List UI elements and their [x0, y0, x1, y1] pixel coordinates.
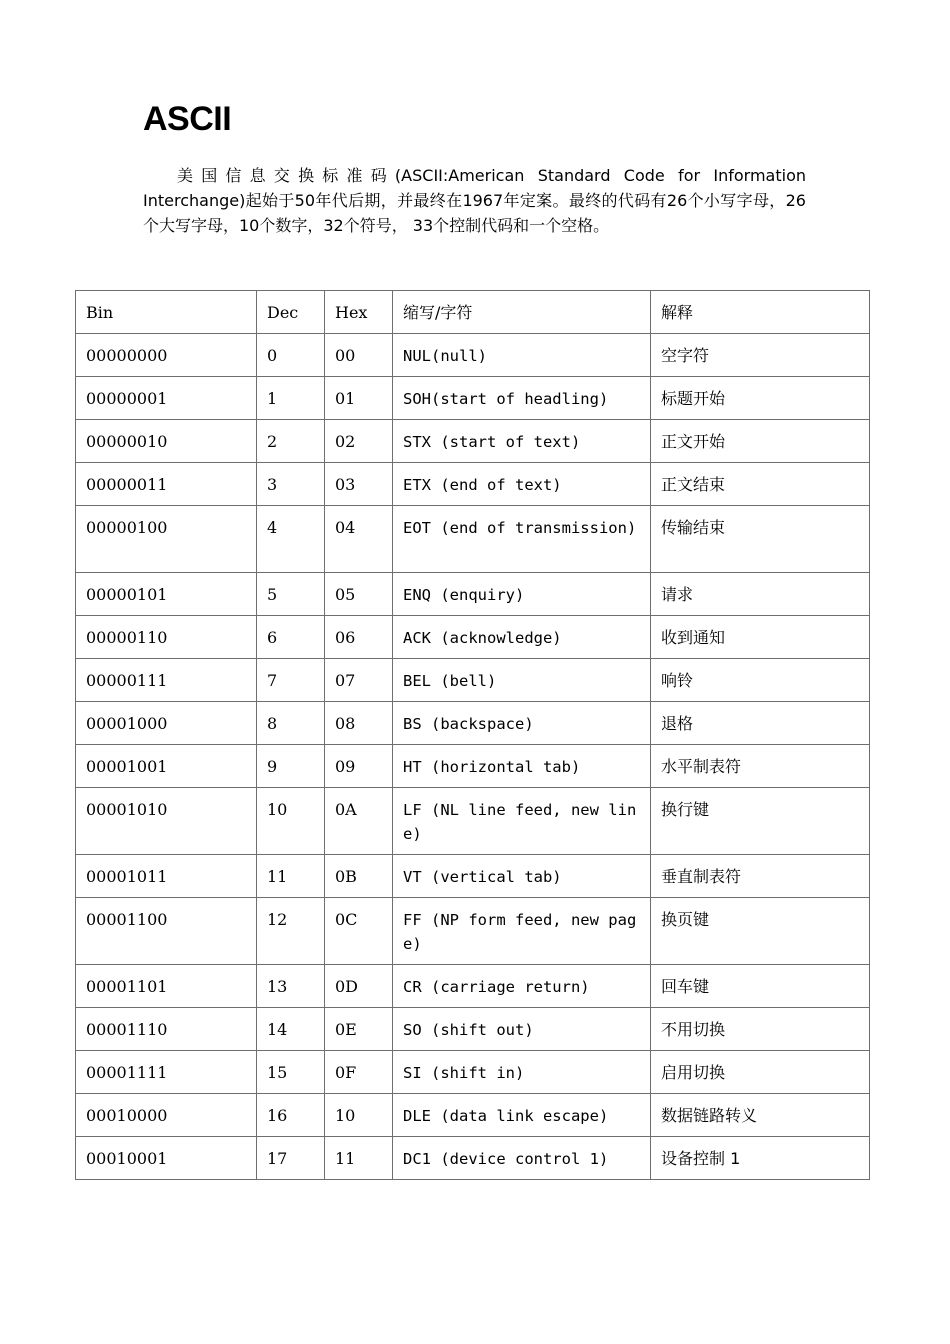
cell-bin: 00001011	[76, 855, 257, 898]
cell-desc: 不用切换	[651, 1008, 870, 1051]
cell-desc: 垂直制表符	[651, 855, 870, 898]
table-row	[76, 616, 870, 659]
cell-desc: 回车键	[651, 965, 870, 1008]
table-row	[76, 788, 870, 855]
table-row	[76, 855, 870, 898]
cell-dec: 4	[257, 506, 325, 573]
cell-abbr: ENQ (enquiry)	[393, 573, 651, 616]
cell-dec: 16	[257, 1094, 325, 1137]
header-abbr: 缩写/字符	[393, 291, 651, 334]
cell-hex: 0E	[325, 1008, 393, 1051]
cell-bin: 00001010	[76, 788, 257, 855]
cell-abbr: BS (backspace)	[393, 702, 651, 745]
table-header-row	[76, 291, 870, 334]
cell-abbr: NUL(null)	[393, 334, 651, 377]
cell-hex: 0B	[325, 855, 393, 898]
cell-desc: 正文开始	[651, 420, 870, 463]
cell-desc: 标题开始	[651, 377, 870, 420]
table-row	[76, 463, 870, 506]
cell-hex: 0D	[325, 965, 393, 1008]
cell-bin: 00000000	[76, 334, 257, 377]
cell-desc: 正文结束	[651, 463, 870, 506]
cell-bin: 00000110	[76, 616, 257, 659]
table-row	[76, 702, 870, 745]
cell-dec: 13	[257, 965, 325, 1008]
cell-dec: 6	[257, 616, 325, 659]
cell-desc: 空字符	[651, 334, 870, 377]
cell-desc: 换行键	[651, 788, 870, 855]
cell-dec: 2	[257, 420, 325, 463]
cell-hex: 03	[325, 463, 393, 506]
cell-hex: 06	[325, 616, 393, 659]
cell-hex: 08	[325, 702, 393, 745]
cell-hex: 0F	[325, 1051, 393, 1094]
cell-desc: 响铃	[651, 659, 870, 702]
cell-abbr: EOT (end of transmission)	[393, 506, 651, 573]
cell-abbr: SOH(start of headling)	[393, 377, 651, 420]
table-body	[76, 334, 870, 1180]
cell-bin: 00010000	[76, 1094, 257, 1137]
cell-dec: 7	[257, 659, 325, 702]
cell-bin: 00001111	[76, 1051, 257, 1094]
cell-desc: 收到通知	[651, 616, 870, 659]
cell-dec: 15	[257, 1051, 325, 1094]
cell-abbr: VT (vertical tab)	[393, 855, 651, 898]
cell-hex: 01	[325, 377, 393, 420]
cell-abbr: FF (NP form feed, new page)	[393, 898, 651, 965]
cell-bin: 00000001	[76, 377, 257, 420]
table-row	[76, 334, 870, 377]
cell-abbr: BEL (bell)	[393, 659, 651, 702]
cell-desc: 启用切换	[651, 1051, 870, 1094]
header-bin: Bin	[76, 291, 257, 334]
document-title: ASCII	[143, 100, 232, 138]
cell-abbr: SI (shift in)	[393, 1051, 651, 1094]
cell-desc: 退格	[651, 702, 870, 745]
cell-abbr: HT (horizontal tab)	[393, 745, 651, 788]
cell-dec: 3	[257, 463, 325, 506]
header-dec: Dec	[257, 291, 325, 334]
table-row	[76, 965, 870, 1008]
table-row	[76, 420, 870, 463]
cell-bin: 00000100	[76, 506, 257, 573]
cell-abbr: STX (start of text)	[393, 420, 651, 463]
cell-abbr: ACK (acknowledge)	[393, 616, 651, 659]
table-row	[76, 1008, 870, 1051]
table-row	[76, 1137, 870, 1180]
cell-hex: 09	[325, 745, 393, 788]
header-hex: Hex	[325, 291, 393, 334]
cell-hex: 11	[325, 1137, 393, 1180]
table-row	[76, 1094, 870, 1137]
cell-bin: 00001000	[76, 702, 257, 745]
table-row	[76, 377, 870, 420]
cell-hex: 02	[325, 420, 393, 463]
cell-bin: 00000111	[76, 659, 257, 702]
cell-bin: 00001100	[76, 898, 257, 965]
cell-abbr: ETX (end of text)	[393, 463, 651, 506]
table-row	[76, 1051, 870, 1094]
cell-hex: 04	[325, 506, 393, 573]
cell-dec: 8	[257, 702, 325, 745]
cell-hex: 00	[325, 334, 393, 377]
cell-desc: 数据链路转义	[651, 1094, 870, 1137]
cell-dec: 0	[257, 334, 325, 377]
table-row	[76, 659, 870, 702]
table-row	[76, 573, 870, 616]
cell-dec: 11	[257, 855, 325, 898]
cell-dec: 12	[257, 898, 325, 965]
cell-abbr: LF (NL line feed, new line)	[393, 788, 651, 855]
cell-bin: 00000101	[76, 573, 257, 616]
cell-desc: 传输结束	[651, 506, 870, 573]
cell-dec: 14	[257, 1008, 325, 1051]
cell-dec: 5	[257, 573, 325, 616]
intro-paragraph: 美国信息交换标准码(ASCII:American Standard Code for Information Interchange)起始于50年代后期，并最终在1967年定案。最终的代码有26个小写字母，26个大写字母，10个数字，32个符号， 33个控制代码和一个空格。	[143, 166, 806, 235]
cell-bin: 00000011	[76, 463, 257, 506]
cell-desc: 换页键	[651, 898, 870, 965]
cell-abbr: CR (carriage return)	[393, 965, 651, 1008]
cell-bin: 00001101	[76, 965, 257, 1008]
cell-bin: 00000010	[76, 420, 257, 463]
cell-abbr: SO (shift out)	[393, 1008, 651, 1051]
cell-abbr: DLE (data link escape)	[393, 1094, 651, 1137]
table-row	[76, 898, 870, 965]
cell-desc: 设备控制 1	[651, 1137, 870, 1180]
cell-hex: 0A	[325, 788, 393, 855]
cell-hex: 10	[325, 1094, 393, 1137]
cell-abbr: DC1 (device control 1)	[393, 1137, 651, 1180]
cell-dec: 10	[257, 788, 325, 855]
cell-bin: 00001001	[76, 745, 257, 788]
table-row	[76, 745, 870, 788]
cell-hex: 07	[325, 659, 393, 702]
cell-desc: 请求	[651, 573, 870, 616]
cell-dec: 1	[257, 377, 325, 420]
cell-hex: 05	[325, 573, 393, 616]
cell-hex: 0C	[325, 898, 393, 965]
table-row	[76, 506, 870, 573]
cell-bin: 00001110	[76, 1008, 257, 1051]
cell-dec: 9	[257, 745, 325, 788]
cell-bin: 00010001	[76, 1137, 257, 1180]
ascii-table	[75, 290, 870, 1180]
cell-dec: 17	[257, 1137, 325, 1180]
cell-desc: 水平制表符	[651, 745, 870, 788]
header-desc: 解释	[651, 291, 870, 334]
